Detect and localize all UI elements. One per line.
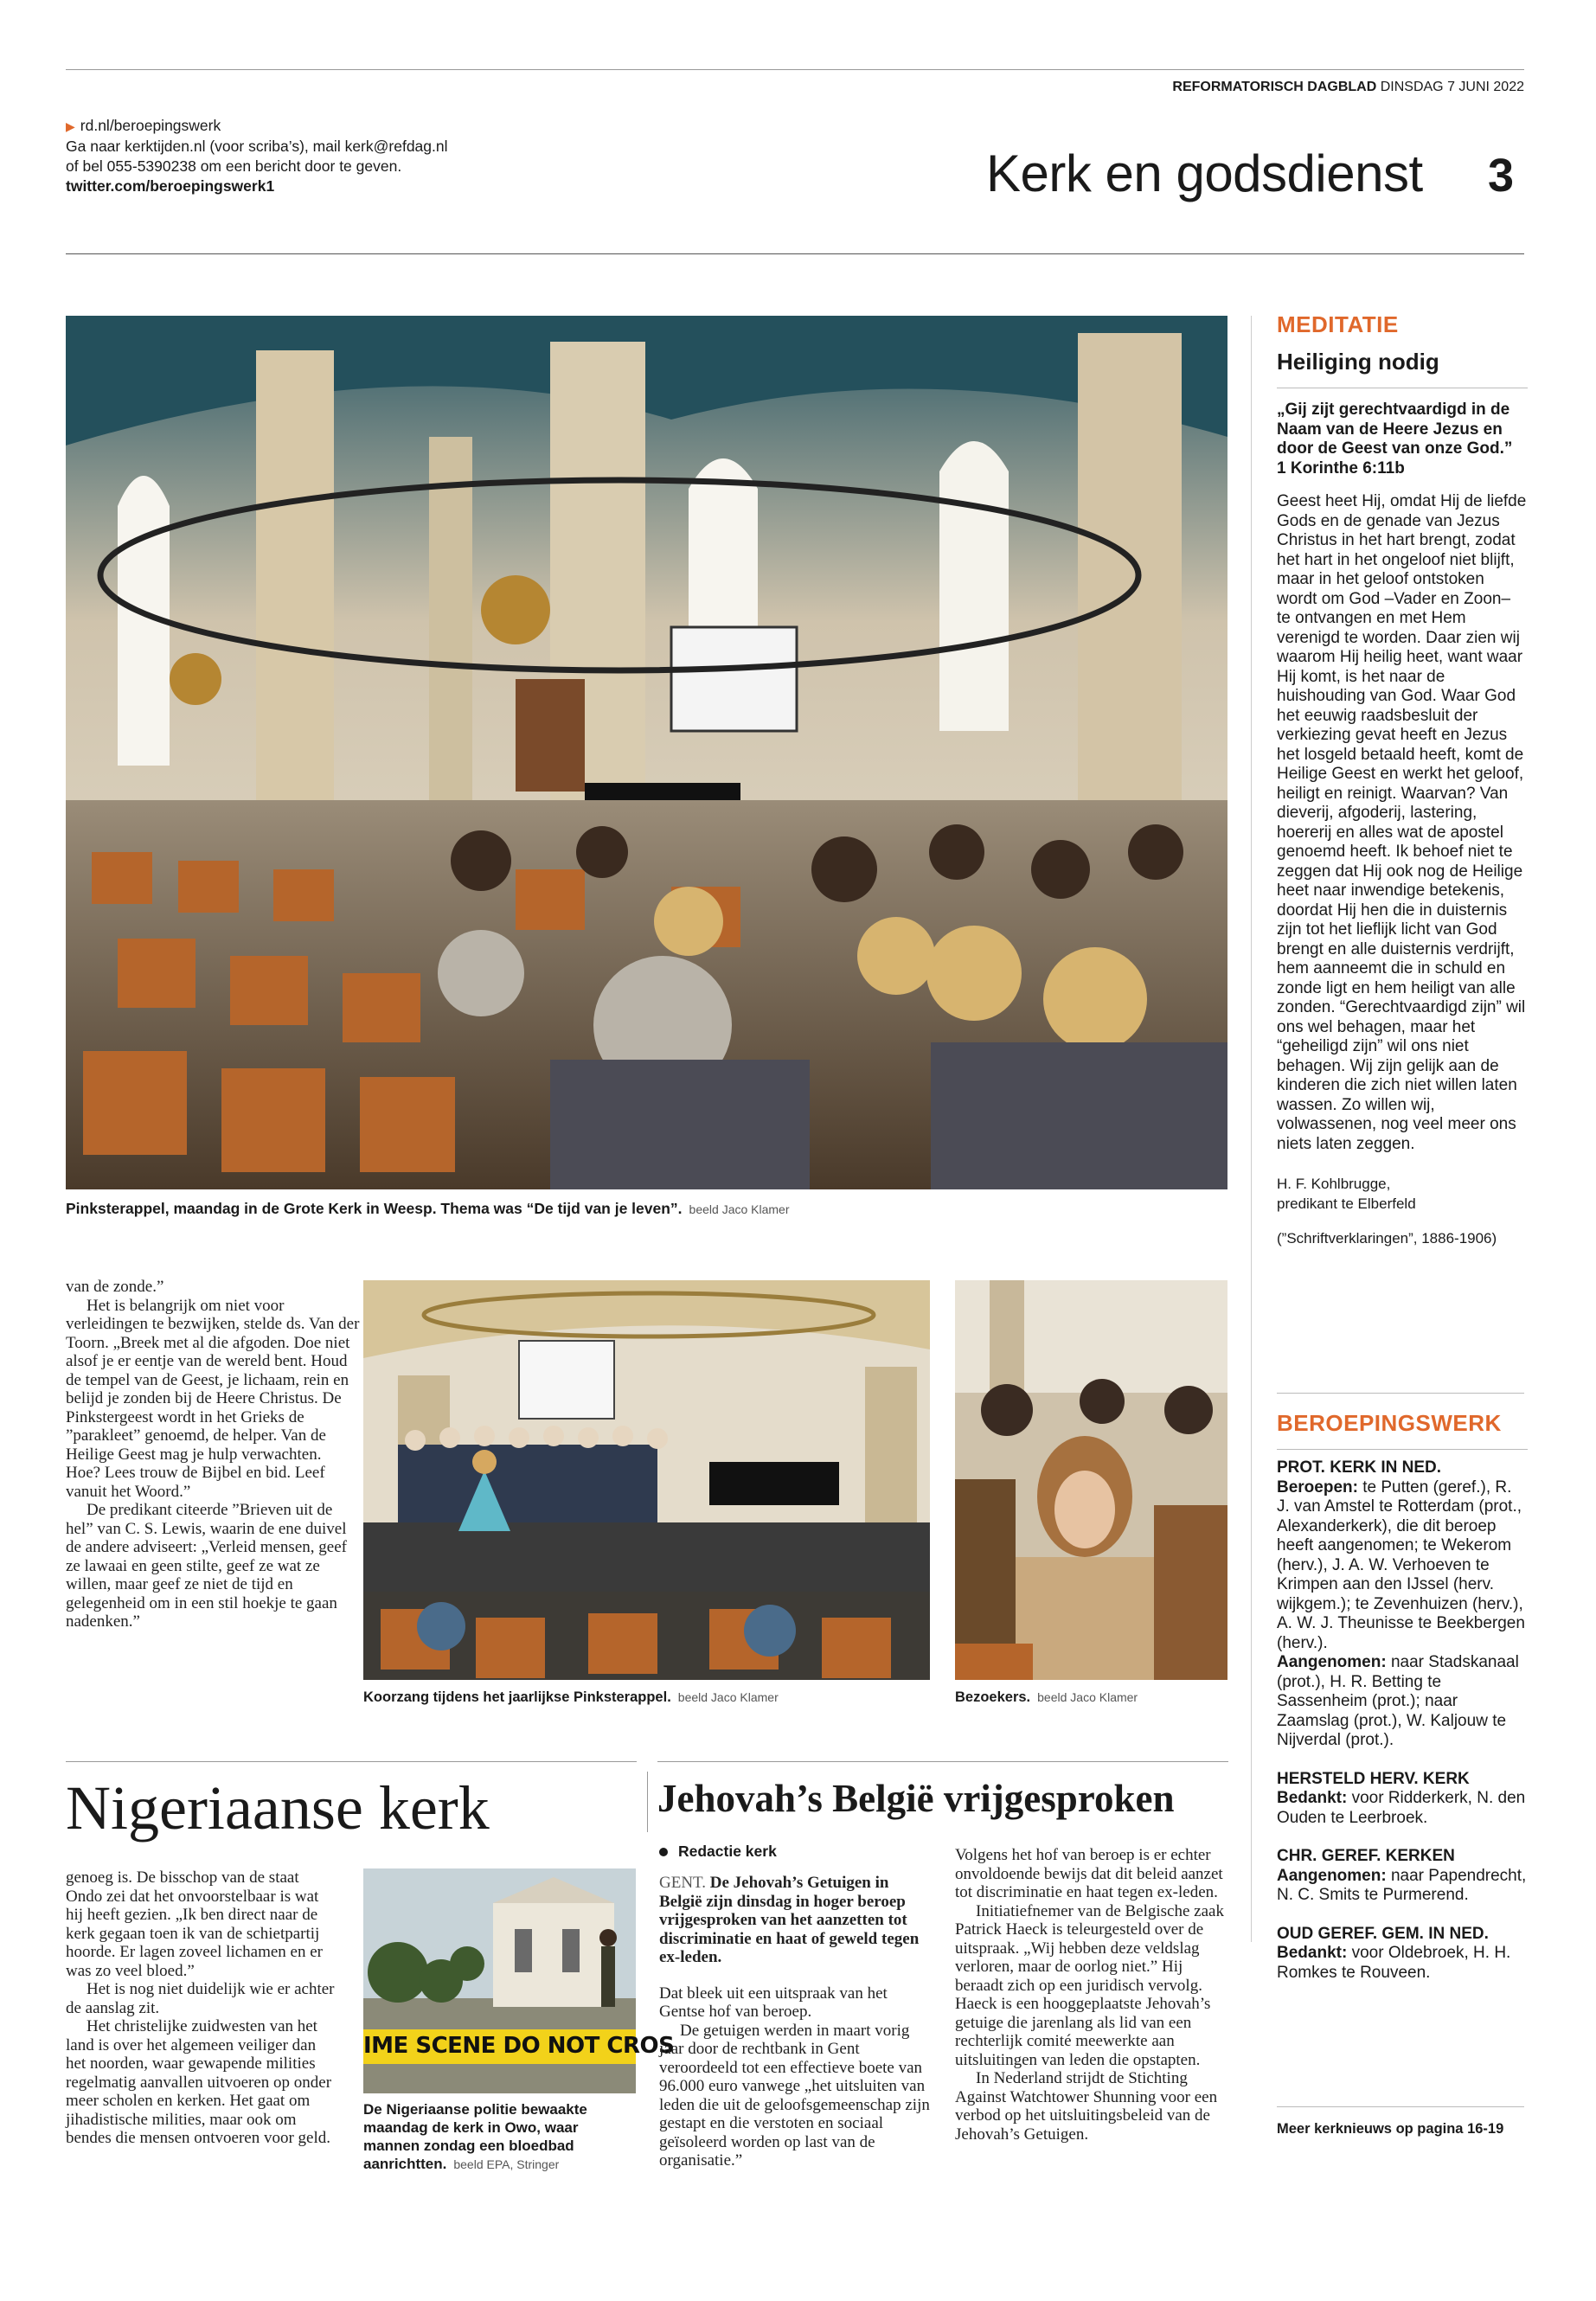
- choir-photo-credit: beeld Jaco Klamer: [677, 1690, 779, 1704]
- article-continuation: [66, 1278, 360, 1631]
- jehovah-paragraph: In Nederland strijdt de Stichting Against Watchtower Shunning voor een verbod op het uitsluitingsbeleid van de Jehovah’s Getuigen.: [955, 2069, 1218, 2144]
- jehovah-col-2: [955, 1846, 1227, 2144]
- nigeria-paragraph: Het christelijke zuidwesten van het land is over het algemeen veiliger dan het noorden, waar gewapende milities regelmatig aanvallen uitvoeren op onder meer scholen en kerken. Het gaat om jihadistische milities, maar ook om bendes die mensen ontvoeren voor geld.: [66, 2017, 332, 2147]
- beroepingswerk-group: [1277, 1925, 1528, 1984]
- nigeria-top-rule: [66, 1761, 637, 1762]
- visitors-caption-text: Bezoekers.: [955, 1689, 1031, 1705]
- continuation-paragraph: De predikant citeerde ”Brieven uit de hel” van C. S. Lewis, waarin de ene duivel de andere adviseert: „Verleid mensen, geef ze lawaai en geen stilte, geef ze wat ze willen, maar geef ze niet de tijd en gelegenheid om in een stil hoekje te gaan nadenken.”: [66, 1501, 347, 1631]
- beroepingswerk-group-heading: PROT. KERK IN NED.: [1277, 1458, 1442, 1477]
- jehovah-col-1: [659, 1874, 932, 2170]
- beroepingswerk-group-heading: HERSTELD HERV. KERK: [1277, 1769, 1470, 1788]
- beroepingswerk-entry: [1277, 1478, 1528, 1654]
- visitors-photo-credit: beeld Jaco Klamer: [1037, 1690, 1138, 1704]
- continuation-paragraph: van de zonde.”: [66, 1278, 164, 1296]
- beroepingswerk-group: [1277, 1770, 1528, 1829]
- continuation-paragraph: Het is belangrijk om niet voor verleidingen te bezwijken, stelde ds. Van der Toorn. „Breek met al die afgoden. Doe niet alsof je er eentje van de wereld bent. Houd de tempel van de Geest, je lichaam, rein en belijd je zonden bij de Heere Christus. De Pinkstergeest wordt in het Grieks de ”parakleet” genoemd, de helper. Van de Heilige Geest mag je hulp verwachten. Hoe? Lees trouw de Bijbel en bid. Leef vanuit het Woord.”: [66, 1296, 360, 1501]
- main-photo-credit: beeld Jaco Klamer: [689, 1202, 790, 1216]
- meditatie-source: (”Schriftverklaringen”, 1886-1906): [1277, 1230, 1497, 1247]
- choir-photo: [363, 1280, 930, 1680]
- jehovah-paragraph: Dat bleek uit een uitspraak van het Gentse hof van beroep.: [659, 1984, 888, 2021]
- visitors-photo-caption: [955, 1689, 1227, 1707]
- edition-date: DINSDAG 7 JUNI 2022: [1380, 80, 1524, 94]
- section-title: Kerk en godsdienst: [986, 144, 1423, 202]
- meditatie-quote: „Gij zijt gerechtvaardigd in de Naam van de Heere Jezus en door de Geest van onze God.”: [1277, 401, 1513, 458]
- jehovah-divider: [647, 1772, 648, 1832]
- nigeria-paragraph: genoeg is. De bisschop van de staat Ondo zei dat het onvoorstelbaar is wat hij heeft gezien. „Ik ben direct naar de kerk gegaan toen ik van de schietpartij hoorde. Er lagen zoveel lichamen en er was zo veel bloed.”: [66, 1868, 323, 1980]
- meditatie-title: Heiliging nodig: [1277, 349, 1439, 375]
- arrow-right-icon: ▶: [66, 119, 75, 133]
- nigeria-paragraph: Het is nog niet duidelijk wie er achter de aanslag zit.: [66, 1980, 335, 2017]
- jehovah-paragraph: Volgens het hof van beroep is er echter onvoldoende bewijs dat dit beleid aanzet tot discriminatie en haat tegen ex-leden.: [955, 1846, 1223, 1901]
- info-line-1: Ga naar kerktijden.nl (voor scriba’s), mail kerk@refdag.nl: [66, 138, 448, 155]
- nigeria-headline: Nigeriaanse kerk: [66, 1773, 490, 1843]
- jehovah-lead: [659, 1874, 932, 1967]
- info-line-2: of bel 055-5390238 om een bericht door te geven.: [66, 157, 402, 175]
- nigeria-crime-scene-photo: [363, 1868, 675, 2093]
- beroepingswerk-entry: [1277, 1944, 1528, 1983]
- beroepingswerk-entry: [1277, 1867, 1528, 1906]
- beroepingswerk-column: [1277, 1410, 1528, 2002]
- crime-scene-tape-text: IME SCENE DO NOT CROS: [363, 2033, 675, 2059]
- beroepingswerk-entry-term: Aangenomen:: [1277, 1653, 1387, 1671]
- nigeria-photo-credit: beeld EPA, Stringer: [453, 2157, 560, 2171]
- page-number: 3: [1488, 150, 1515, 202]
- jehovah-headline: Jehovah’s België vrijgesproken: [657, 1777, 1175, 1820]
- meditatie-quote-ref: 1 Korinthe 6:11b: [1277, 458, 1405, 478]
- meditatie-author-role: predikant te Elberfeld: [1277, 1195, 1416, 1212]
- beroepingswerk-rule: [1277, 1393, 1524, 1394]
- beroepingswerk-label: BEROEPINGSWERK: [1277, 1410, 1502, 1436]
- info-box: [66, 116, 448, 196]
- beroepingswerk-entry-text: naar Stadskanaal (prot.), H. R. Betting te Sassenheim (prot.); naar Zaamslag (prot.), W. Kaljouw te Nijverdal (prot.).: [1277, 1653, 1519, 1749]
- visitors-photo: [955, 1280, 1227, 1680]
- beroepingswerk-group-heading: CHR. GEREF. KERKEN: [1277, 1847, 1455, 1865]
- beroepingswerk-entry-term: Bedankt:: [1277, 1789, 1348, 1807]
- beroepingswerk-groups: [1277, 1458, 1528, 1983]
- beroepingswerk-group: [1277, 1847, 1528, 1906]
- jehovah-paragraph: De getuigen werden in maart vorig jaar door de rechtbank in Gent veroordeeld tot een effectieve boete van 96.000 euro vanwege „het uitsluiten van leden die uit de geloofsgemeenschap zijn gestapt en die verstoten en sociaal geïsoleerd worden op last van de organisatie.”: [659, 2021, 930, 2170]
- beroepingswerk-entry-term: Beroepen:: [1277, 1477, 1358, 1497]
- bullet-icon: [659, 1848, 668, 1856]
- meditatie-author: H. F. Kohlbrugge,: [1277, 1176, 1391, 1192]
- jehovah-dateline: GENT.: [659, 1874, 706, 1892]
- beroepingswerk-entry: [1277, 1789, 1528, 1828]
- choir-photo-caption: [363, 1689, 930, 1707]
- info-link[interactable]: rd.nl/beroepingswerk: [80, 117, 221, 134]
- beroepingswerk-rule-2: [1277, 1449, 1528, 1450]
- more-news-link[interactable]: Meer kerknieuws op pagina 16-19: [1277, 2121, 1504, 2137]
- jehovah-paragraph: Initiatiefnemer van de Belgische zaak Patrick Haeck is teleurgesteld over de uitspraak. „Wij hebben deze veldslag verloren, maar de oorlog niet.” Hij beraadt zich op een juridisch vervolg. Haeck is een hooggeplaatste Jehovah’s getuige die jarenlang als lid van een rechterlijk comité meewerkte aan uitsluitingen van leden die opstapten.: [955, 1901, 1224, 2069]
- meditatie-body: Geest heet Hij, omdat Hij de liefde Gods en de genade van Jezus Christus in het hart brengt, zodat het hart in het ongeloof niet blijft, maar in het geloof ontstoken wordt om God –Vader en Zoon– te ontvangen en met Hem verenigd te worden. Daar zien wij waarom Hij heilig heet, want waar Hij komt, is het naar de huishouding van God. Waar God het eeuwig raadsbesluit der verkiezing gevat heeft en Jezus het losgeld betaald heeft, komt de Heilige Geest en werkt het geloof, heiligt en reinigt. Waarvan? Van dieverij, afgoderij, lastering, hoererij en alles wat de apostel genoemd heeft. Ik behoef niet te zeggen dat Hij ook nog de Heilige heet naar inwendige betekenis, doordat Hij hen die in duisternis zijn tot het lieflijk licht van God brengt en alle duisternis verdrijft, hem aanneemt die in schuld en zonde ligt en hem heiligt van alle zonden. “Gerechtvaardigd zijn” wil ons wel behagen, maar het “geheiligd zijn” wil ons niet behagen. Wij zijn gelijk aan de kinderen die zich niet willen laten wassen. Zo willen wij, volwassenen, nog veel meer ons niets laten zeggen.: [1277, 492, 1527, 1153]
- masthead: REFORMATORISCH DAGBLAD: [1172, 80, 1377, 94]
- beroepingswerk-entry-term: Aangenomen:: [1277, 1866, 1387, 1885]
- more-news-rule: [1277, 2106, 1524, 2107]
- jehovah-lead-text: De Jehovah’s Getuigen in België zijn dinsdag in hoger beroep vrijgesproken van het aanzetten tot discriminatie en haat of geweld tegen ex-leden.: [659, 1874, 920, 1966]
- beroepingswerk-entry-text: voor Ridderkerk, N. den Ouden te Leerbroek.: [1277, 1789, 1526, 1827]
- beroepingswerk-entry: [1277, 1653, 1528, 1751]
- beroepingswerk-group-heading: OUD GEREF. GEM. IN NED.: [1277, 1924, 1489, 1943]
- beroepingswerk-group: [1277, 1458, 1528, 1751]
- meditatie-label: MEDITATIE: [1277, 311, 1399, 337]
- main-photo-caption-text: Pinksterappel, maandag in de Grote Kerk in Weesp. Thema was “De tijd van je leven”.: [66, 1200, 683, 1217]
- nigeria-body: [66, 1868, 338, 2148]
- nigeria-photo-caption: [363, 2100, 636, 2174]
- twitter-link[interactable]: twitter.com/beroepingswerk1: [66, 177, 275, 195]
- beroepingswerk-entry-text: te Putten (geref.), R. J. van Amstel te Rotterdam (prot., Alexanderkerk), die dit beroep heeft aangenomen; te Wekerom (herv.), J. A. W. Verhoeven te Krimpen aan den IJssel (herv. wijkgem.); te Zevenhuizen (herv.), A. W. J. Theunisse te Beekbergen (herv.).: [1277, 1477, 1525, 1652]
- beroepingswerk-entry-text: naar Papendrecht, N. C. Smits te Purmerend.: [1277, 1866, 1527, 1904]
- beroepingswerk-entry-text: voor Oldebroek, H. H. Romkes te Rouveen.: [1277, 1944, 1511, 1982]
- choir-caption-text: Koorzang tijdens het jaarlijkse Pinksterappel.: [363, 1689, 671, 1705]
- main-photo-caption: [66, 1200, 1227, 1219]
- masthead-line: [1172, 80, 1524, 95]
- jehovah-top-rule: [657, 1761, 1228, 1762]
- nigeria-caption-text: De Nigeriaanse politie bewaakte maandag de kerk in Owo, waar mannen zondag een bloedbad aanrichtten.: [363, 2101, 587, 2172]
- main-photo-church-interior: [66, 316, 1227, 1189]
- sidebar-rule-left: [1251, 316, 1252, 1942]
- jehovah-byline: [659, 1843, 777, 1861]
- meditatie-column: [1277, 311, 1528, 1249]
- beroepingswerk-entry-term: Bedankt:: [1277, 1944, 1348, 1962]
- jehovah-byline-text: Redactie kerk: [678, 1843, 777, 1860]
